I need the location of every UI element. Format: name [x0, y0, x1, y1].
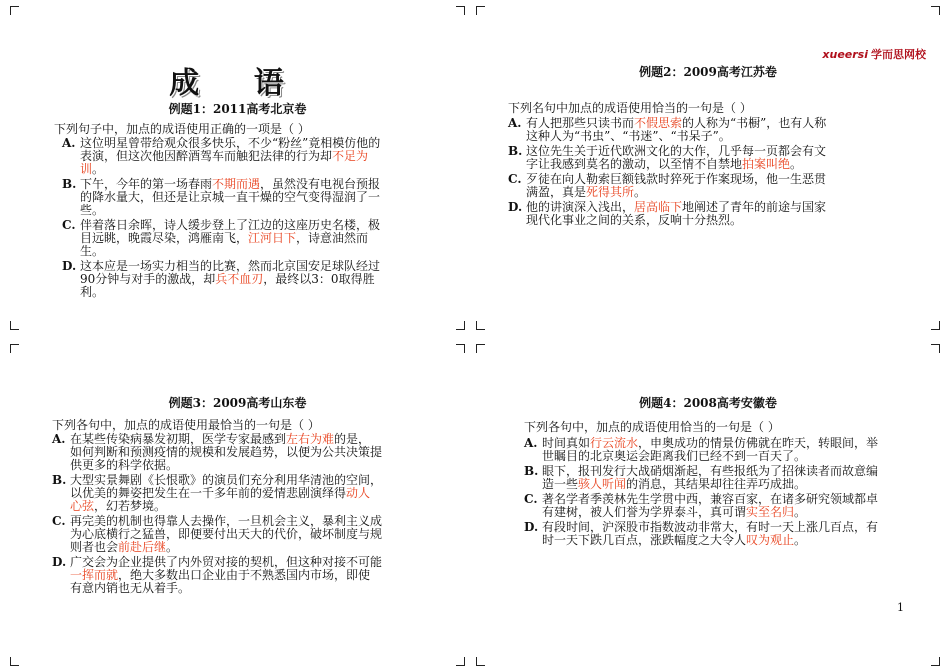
corner-mark [456, 344, 465, 353]
corner-mark [456, 657, 465, 666]
option-text: 的是，如何判断和预测疫情的规模和发展趋势，以便为公共决策提供更多的科学依据。 [70, 432, 383, 472]
corner-mark [10, 657, 19, 666]
slide-4 [476, 344, 940, 666]
idiom-highlight: 不足为训 [80, 149, 369, 176]
corner-mark [931, 321, 940, 330]
option-text: ，绝大多数出口企业由于不熟悉国内市场，即使有意内销也无从着手。 [70, 568, 371, 595]
option-text: ，虽然没有电视台预报的降水量大，但还是让京城一直干燥的空气变得湿润了一些。 [80, 177, 381, 217]
option-b [508, 145, 828, 171]
option-a [508, 117, 828, 143]
option-letter: C. [524, 492, 538, 506]
corner-mark [476, 6, 485, 15]
option-text: 再完美的机制也得靠人去操作，一旦机会主义，暴利主义成为心底横行之猛兽，即便要付出天大的代价，破坏制度与规则者也会 [70, 514, 383, 554]
option-text: ，幻若梦境。 [94, 499, 167, 513]
option-text: 有段时间，沪深股市指数波动非常大，有时一天上涨几百点，有时一天下跌几百点，涨跌幅度之大令人 [542, 520, 879, 547]
option-text: 著名学者季羡林先生学贯中西，兼容百家，在诸多研究领域都卓有建树，被人们誉为学界泰斗，真可谓 [542, 492, 879, 519]
option-letter: D. [524, 520, 539, 534]
option-c [508, 173, 828, 199]
idiom-highlight: 江河日下 [248, 231, 297, 245]
main-title: 成 语 [169, 66, 306, 101]
idiom-highlight: 行云流水 [590, 436, 639, 450]
option-b [524, 465, 884, 491]
idiom-highlight: 一挥而就 [70, 568, 119, 582]
corner-mark [476, 657, 485, 666]
option-text: 这位明星曾带给观众很多快乐，不少“粉丝”竟相模仿他的表演，但这次他因醉酒驾车而触犯法律的行为却 [80, 136, 381, 163]
corner-mark [10, 321, 19, 330]
option-text: 伴着落日余晖，诗人缓步登上了江边的这座历史名楼，极目远眺，晚霞尽染，鸿雁南飞， [80, 218, 381, 245]
option-letter: C. [508, 172, 522, 186]
idiom-highlight: 左右为难 [286, 432, 335, 446]
idiom-highlight: 死得其所 [586, 185, 635, 199]
options-list [524, 437, 884, 549]
option-b [62, 178, 390, 217]
option-letter: C. [52, 514, 66, 528]
corner-mark [476, 321, 485, 330]
option-text: 。 [92, 162, 105, 176]
option-d [508, 201, 828, 227]
corner-mark [456, 6, 465, 15]
example-title: 例题4：2008高考安徽卷 [639, 396, 777, 410]
options-list [508, 117, 828, 229]
option-d [62, 260, 390, 299]
corner-mark [931, 6, 940, 15]
option-text: 。 [166, 540, 179, 554]
idiom-highlight: 不假思索 [634, 116, 683, 130]
option-text: 时间真如 [542, 436, 591, 450]
option-text: 。 [634, 185, 647, 199]
option-d [524, 521, 884, 547]
option-text: 下午，今年的第一场春雨 [80, 177, 213, 191]
option-letter: D. [62, 259, 77, 273]
option-letter: B. [524, 464, 539, 478]
idiom-highlight: 动人心弦 [70, 486, 371, 513]
question-text: 下列各句中，加点的成语使用恰当的一句是（ ） [524, 420, 780, 434]
option-b [52, 474, 382, 513]
idiom-highlight: 不期而遇 [212, 177, 261, 191]
corner-mark [931, 344, 940, 353]
option-text: 在某些传染病暴发初期，医学专家最感到 [70, 432, 287, 446]
option-a [62, 137, 390, 176]
option-letter: C. [62, 218, 76, 232]
option-text: ，最终以3：0取得胜利。 [80, 272, 375, 299]
idiom-highlight: 居高临下 [634, 200, 683, 214]
option-c [62, 219, 390, 258]
idiom-highlight: 拍案叫绝 [742, 157, 791, 171]
example-title: 例题2：2009高考江苏卷 [639, 65, 777, 79]
question-text: 下列名句中加点的成语使用恰当的一句是（ ） [508, 101, 752, 115]
option-c [52, 515, 382, 554]
option-letter: B. [62, 177, 77, 191]
idiom-highlight: 叹为观止 [746, 533, 795, 547]
corner-mark [931, 657, 940, 666]
option-a [52, 433, 382, 472]
option-letter: D. [508, 200, 523, 214]
option-letter: B. [52, 473, 67, 487]
option-text: 这位先生关于近代欧洲文化的大作，几乎每一页都会有文字让我感到莫名的激动，以至情不自禁地 [526, 144, 827, 171]
option-text: 他的讲演深入浅出， [526, 200, 635, 214]
logo-latin: xueersi [822, 48, 868, 61]
option-text: 地阐述了青年的前途与国家现代化事业之间的关系，反响十分热烈。 [526, 200, 827, 227]
corner-mark [10, 6, 19, 15]
question-text: 下列各句中，加点的成语使用最恰当的一句是（ ） [52, 418, 320, 432]
option-text: 这本应是一场实力相当的比赛，然而北京国安足球队经过90分钟与对手的激战，却 [80, 259, 381, 286]
option-text: ，诗意油然而生。 [80, 231, 369, 258]
slide-1 [10, 6, 465, 330]
option-text: 。 [790, 157, 803, 171]
option-letter: A. [62, 136, 76, 150]
option-d [52, 556, 382, 595]
corner-mark [10, 344, 19, 353]
idiom-highlight: 前赴后继 [118, 540, 167, 554]
question-text: 下列句子中，加点的成语使用正确的一项是（ ） [54, 122, 310, 136]
option-letter: A. [508, 116, 522, 130]
logo-cn: 学而思网校 [871, 48, 926, 61]
idiom-highlight: 兵不血刃 [215, 272, 264, 286]
idiom-highlight: 实至名归 [746, 505, 795, 519]
example-title: 例题3：2009高考山东卷 [168, 396, 307, 410]
option-a [524, 437, 884, 463]
corner-mark [476, 344, 485, 353]
option-text: 的消息，其结果却往往弄巧成拙。 [626, 477, 807, 491]
option-letter: D. [52, 555, 67, 569]
option-letter: B. [508, 144, 523, 158]
option-text: 有人把那些只读书而 [526, 116, 635, 130]
brand-logo [822, 46, 926, 62]
corner-mark [456, 321, 465, 330]
option-letter: A. [524, 436, 538, 450]
option-text: 。 [794, 505, 807, 519]
option-text: 的人称为“书橱”，也有人称这种人为“书虫”、“书迷”、“书呆子”。 [526, 116, 827, 143]
idiom-highlight: 骇人听闻 [578, 477, 627, 491]
option-letter: A. [52, 432, 66, 446]
page-number: 1 [897, 601, 904, 614]
option-c [524, 493, 884, 519]
option-text: 广交会为企业提供了内外贸对接的契机，但这种对接不可能 [70, 555, 383, 569]
options-list [62, 137, 390, 301]
option-text: ，申奥成功的情景仿佛就在昨天，转眼间，举世瞩目的北京奥运会距离我们已经不到一百天了。 [542, 436, 879, 463]
option-text: 大型实景舞剧《长恨歌》的演员们充分利用华清池的空间，以优美的舞姿把发生在一千多年前的爱情悲剧演绎得 [70, 473, 383, 500]
example-title: 例题1：2011高考北京卷 [168, 102, 307, 116]
options-list [52, 433, 382, 597]
slide-3 [10, 344, 465, 666]
option-text: 歹徒在向人勒索巨额钱款时猝死于作案现场，他一生恶贯满盈，真是 [526, 172, 827, 199]
option-text: 。 [794, 533, 807, 547]
option-text: 眼下，报刊发行大战硝烟渐起，有些报纸为了招徕读者而故意编造一些 [542, 464, 879, 491]
slide-2 [476, 6, 940, 330]
